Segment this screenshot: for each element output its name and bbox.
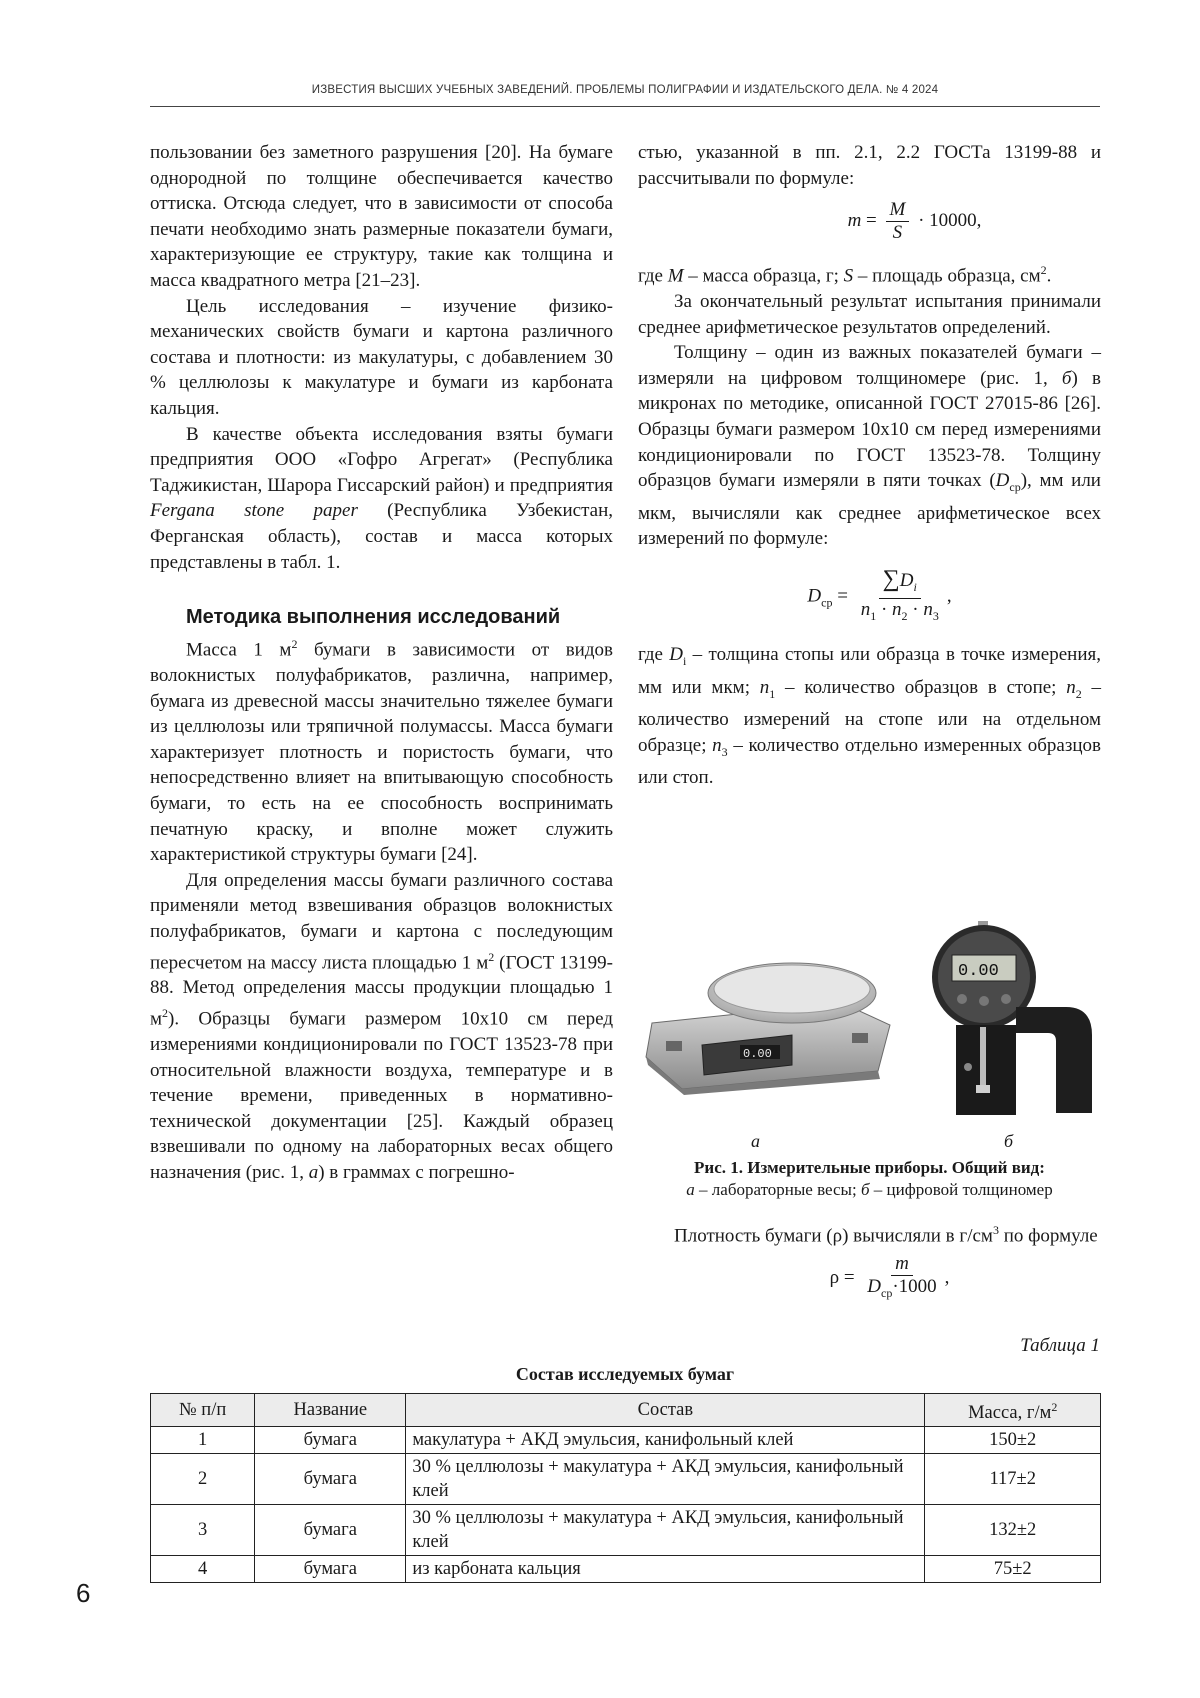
scale-display-readout: 0.00: [743, 1047, 772, 1061]
cell-mass: 75±2: [925, 1556, 1101, 1583]
paragraph: пользовании без заметного разрушения [20]. На бумаге однородной по толщине обеспечивается качество оттиска. Отсюда следует, что в зависимости от способа печати необходимо знать размерные показатели бумаги, характеризующие ее структуру, такие как толщина и масса квадратного метра [21–23].: [150, 142, 613, 291]
col-header-number: № п/п: [151, 1394, 255, 1427]
col-header-mass: Масса, $г/м^2$: [925, 1394, 1101, 1427]
digital-thickness-gauge-image: [916, 917, 1098, 1127]
gauge-display-readout: 0.00: [958, 962, 999, 981]
table-row: [151, 1556, 1101, 1583]
paragraph: где $D_i$ – толщина стопы или образца в точке измерения, мм или мкм; $n_1$ – количество образцов в стопе; $n_2$ – количество измерений на стопе или на отдельном образце; $n_3$ – количество отдельно измеренных образцов или стоп.: [638, 644, 1102, 789]
table-label: Таблица 1: [1020, 1335, 1100, 1356]
paragraph: стью, указанной в пп. 2.1, 2.2 ГОСТа 13199-88 и рассчитывали по формуле:: [638, 142, 1101, 189]
cell-composition: 30 % целлюлозы + макулатура + АКД эмульсия, канифольный клей: [406, 1505, 925, 1556]
cell-number: 3: [151, 1505, 255, 1556]
cell-name: бумага: [255, 1427, 406, 1454]
paragraph: Масса 1 $м^2$ бумаги в зависимости от видов волокнистых полуфабрикатов, различна, например, бумага из древесной массы значительно тяжелее бумаги из целлюлозы или тряпичной полумассы. Масса бумаги характеризует плотность и пористость бумаги, что непосредственно влияет на впитывающую способность бумаги, то есть на ее способность воспринимать печатную краску, и вполне может служить характеристикой структуры бумаги [24].: [150, 637, 613, 866]
running-head: ИЗВЕСТИЯ ВЫСШИХ УЧЕБНЫХ ЗАВЕДЕНИЙ. ПРОБЛЕМЫ ПОЛИГРАФИИ И ИЗДАТЕЛЬСКОГО ДЕЛА. № 4 2024: [311, 84, 939, 96]
col-header-composition: Состав: [406, 1394, 925, 1427]
cell-mass: 150±2: [925, 1427, 1101, 1454]
laboratory-scale-image: [642, 953, 896, 1095]
cell-composition: макулатура + АКД эмульсия, канифольный клей: [406, 1427, 925, 1454]
paragraph: Плотность бумаги (ρ) вычисляли в $г/см^3$ по формуле: [674, 1223, 1098, 1247]
paragraph: В качестве объекта исследования взяты бумаги предприятия ООО «Гофро Агрегат» (Республика Таджикистан, Шарора Гиссарский район) и предприятия Fergana stone paper (Республика Узбекистан, Ферганская область), состав и масса которых представлены в табл. 1.: [150, 423, 613, 573]
cell-mass: 132±2: [925, 1505, 1101, 1556]
paragraph: Толщину – один из важных показателей бумаги – измеряли на цифровом толщиномере (рис. 1, б) в микронах по методике, описанной ГОСТ 27015-86 [26]. Образцы бумаги размером 10х10 см перед измерениями кондиционировали по ГОСТ 13523-78. Толщину образцов бумаги измеряли в пяти точках $(D_{ср})$, мм или мкм, вычисляли как среднее арифметическое всех измерений по формуле:: [638, 342, 1101, 550]
cell-name: бумага: [255, 1556, 406, 1583]
table-row: [151, 1427, 1101, 1454]
cell-number: 4: [151, 1556, 255, 1583]
page-number: 6: [76, 1578, 91, 1608]
figure-1: [638, 917, 1101, 1201]
formula-mass: m = $\frac{M}{S}$ · 10000,: [847, 199, 982, 244]
paragraph: За окончательный результат испытания принимали среднее арифметическое результатов определений.: [638, 291, 1101, 338]
cell-name: бумага: [255, 1454, 406, 1505]
composition-table: [150, 1393, 1101, 1583]
cell-number: 2: [151, 1454, 255, 1505]
figure-label-b: б: [1004, 1131, 1014, 1151]
section-title: Методика выполнения исследований: [186, 606, 561, 629]
figure-label-a: а: [751, 1131, 760, 1151]
table-row: [151, 1505, 1101, 1556]
col-header-name: Название: [255, 1394, 406, 1427]
paragraph: где M – масса образца, г; S – площадь образца, $см^2$.: [638, 263, 1052, 287]
header-rule: [150, 106, 1100, 107]
right-column: [638, 140, 1101, 791]
formula-density: ρ = $\frac{m}{D_{ср}\cdot 1000}$ ,: [829, 1252, 950, 1300]
table-row: [151, 1454, 1101, 1505]
paragraph: Для определения массы бумаги различного состава применяли метод взвешивания образцов волокнистых полуфабрикатов, бумаги и картона с последующим пересчетом на массу листа площадью 1 $м^2$ (ГОСТ 13199-88. Метод определения массы продукции площадью 1 $м^2$). Образцы бумаги размером 10х10 см перед измерениями кондиционировали по ГОСТ 13523-78 при относительной влажности воздуха, температуре и в течение времени, приведенных в нормативно-технической документации [25]. Каждый образец взвешивали по одному на лабораторных весах общего назначения (рис. 1, а) в граммах с погрешно-: [150, 869, 613, 1183]
paragraph: Цель исследования – изучение физико-механических свойств бумаги и картона различного состава и плотности: из макулатуры, с добавлением 30 % целлюлозы к макулатуре и бумаги из карбоната кальция.: [150, 295, 613, 419]
cell-name: бумага: [255, 1505, 406, 1556]
cell-composition: из карбоната кальция: [406, 1556, 925, 1583]
table-header-row: [151, 1394, 1101, 1427]
left-column: [150, 140, 613, 1186]
density-paragraph: [638, 1218, 1101, 1304]
table-title: Состав исследуемых бумаг: [515, 1364, 735, 1384]
figure-caption: Рис. 1. Измерительные приборы. Общий вид: а – лабораторные весы; б – цифровой толщиномер: [686, 1158, 1053, 1199]
cell-number: 1: [151, 1427, 255, 1454]
formula-thickness: $D_{ср}$ = $\frac{\sum D_i}{n_1 \cdot n_2 \cdot n_3}$ ,: [807, 565, 952, 623]
cell-composition: 30 % целлюлозы + макулатура + АКД эмульсия, канифольный клей: [406, 1454, 925, 1505]
cell-mass: 117±2: [925, 1454, 1101, 1505]
